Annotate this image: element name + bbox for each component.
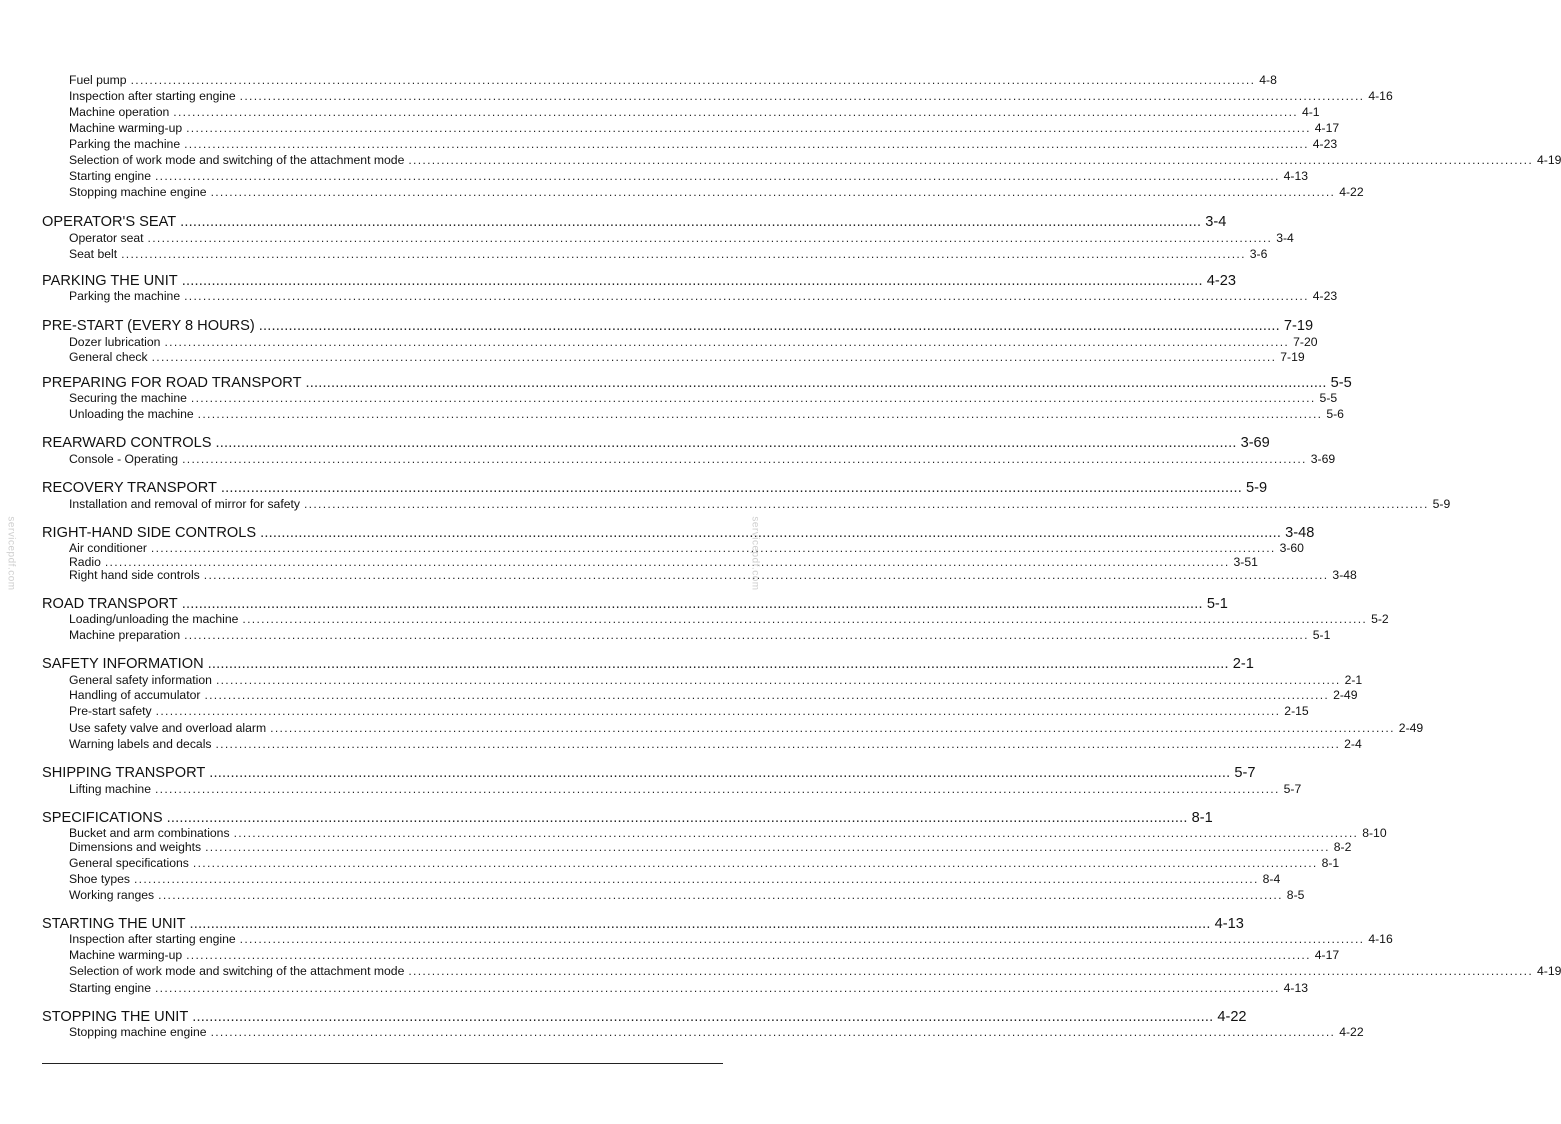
dot-leader: ................................................................................................................................................................................................................................................ [121, 247, 1246, 261]
page-number: 2-4 [1344, 737, 1362, 751]
heading-label: RIGHT-HAND SIDE CONTROLS [42, 525, 257, 541]
page-number: 2-1 [1344, 673, 1363, 687]
entry-label: Loading/unloading the machine [69, 612, 239, 626]
dot-leader: ................................................................................................................................................................................................................................................ [186, 948, 1311, 962]
entry-label: Handling of accumulator [69, 688, 201, 702]
entry-label: Shoe types [69, 872, 130, 886]
footer-rule [42, 1063, 723, 1064]
page-number: 4-17 [1314, 948, 1340, 962]
dot-leader: ................................................................................................................................................................................................................................................ [155, 981, 1280, 995]
page-number: 4-13 [1283, 169, 1309, 183]
heading-label: PREPARING FOR ROAD TRANSPORT [42, 375, 302, 391]
dot-leader: ................................................................................................................................................................................................................................................ [184, 628, 1309, 642]
dot-leader: ................................................................................................................................................................................................................................................ [190, 391, 1316, 405]
index-heading [0, 375, 1352, 392]
dot-leader: ................................................................................................................................................................................................................................................ [197, 407, 1323, 421]
page-number: 7-19 [1283, 318, 1314, 334]
index-entry [0, 568, 1357, 582]
heading-label: ROAD TRANSPORT [42, 596, 178, 612]
index-entry [0, 964, 1561, 978]
page-number: 5-1 [1312, 628, 1331, 642]
dot-leader: ................................................................................................................................................................................................................................................ [192, 856, 1318, 870]
heading-label: OPERATOR'S SEAT [42, 214, 177, 230]
dot-leader: ................................................................................................................................................................................................................................................ [242, 612, 1368, 626]
dot-leader: ................................................................................................................................................................................................................................................ [155, 704, 1281, 718]
page-number: 7-20 [1293, 335, 1318, 349]
page-number: 4-22 [1217, 1009, 1247, 1025]
page-number: 4-19 [1537, 964, 1561, 978]
entry-label: Selection of work mode and switching of the attachment mode [69, 153, 405, 167]
entry-label: Pre-start safety [69, 704, 152, 718]
index-entry [0, 840, 1352, 854]
entry-label: Starting engine [69, 981, 151, 995]
page-number: 8-5 [1286, 888, 1305, 902]
index-heading [0, 916, 1244, 933]
page-number: 7-19 [1280, 350, 1305, 364]
dot-leader: ................................................................................................................................................................................................................................................ [182, 452, 1307, 466]
entry-label: Machine warming-up [69, 948, 183, 962]
page-number: 8-4 [1262, 872, 1281, 886]
dot-leader: ................................................................................................................................................................................................................................................ [184, 289, 1309, 303]
index-entry [0, 856, 1340, 870]
index-entry [0, 932, 1393, 946]
index-heading [0, 656, 1254, 673]
dot-leader: ................................................................................................................................................................................................................................................ [258, 318, 1280, 334]
index-entry [0, 721, 1424, 735]
dot-leader: ................................................................................................................................................................................................................................................ [104, 555, 1230, 569]
dot-leader: ................................................................................................................................................................................................................................................ [130, 73, 1256, 87]
index-heading [0, 525, 1315, 542]
dot-leader: ................................................................................................................................................................................................................................................ [192, 1009, 1214, 1025]
index-entry [0, 541, 1304, 555]
index-heading [0, 765, 1256, 782]
index-entry [0, 981, 1309, 995]
entry-label: General safety information [69, 673, 212, 687]
page-number: 4-1 [1301, 105, 1320, 119]
entry-label: General check [69, 350, 148, 364]
entry-label: General specifications [69, 856, 189, 870]
page-number: 5-9 [1246, 480, 1268, 496]
index-entry [0, 948, 1340, 962]
entry-label: Working ranges [69, 888, 155, 902]
dot-leader: ................................................................................................................................................................................................................................................ [166, 810, 1188, 826]
dot-leader: ................................................................................................................................................................................................................................................ [133, 872, 1259, 886]
page-number: 4-13 [1214, 916, 1244, 932]
dot-leader: ................................................................................................................................................................................................................................................ [209, 765, 1231, 781]
entry-label: Use safety valve and overload alarm [69, 721, 267, 735]
index-entry [0, 89, 1393, 103]
page-number: 4-17 [1314, 121, 1340, 135]
dot-leader: ................................................................................................................................................................................................................................................ [239, 89, 1365, 103]
index-entry [0, 407, 1344, 421]
dot-leader: ................................................................................................................................................................................................................................................ [408, 964, 1533, 978]
entry-label: Machine preparation [69, 628, 181, 642]
heading-label: STARTING THE UNIT [42, 916, 186, 932]
dot-leader: ................................................................................................................................................................................................................................................ [164, 335, 1290, 349]
index-entry [0, 121, 1340, 135]
page-number: 8-1 [1191, 810, 1213, 826]
page-number: 5-5 [1319, 391, 1338, 405]
dot-leader: ................................................................................................................................................................................................................................................ [147, 231, 1273, 245]
index-entry [0, 153, 1561, 167]
page-number: 3-48 [1285, 525, 1315, 541]
entry-label: Right hand side controls [69, 568, 200, 582]
index-entry [0, 888, 1305, 902]
dot-leader: ................................................................................................................................................................................................................................................ [203, 568, 1329, 582]
index-entry [0, 169, 1309, 183]
entry-label: Dimensions and weights [69, 840, 202, 854]
page-number: 2-49 [1333, 688, 1358, 702]
page-number: 4-23 [1312, 289, 1338, 303]
page-number: 5-5 [1330, 375, 1352, 391]
page-number: 5-6 [1326, 407, 1344, 421]
page-number: 4-22 [1339, 185, 1364, 199]
index-entry [0, 872, 1281, 886]
heading-label: RECOVERY TRANSPORT [42, 480, 217, 496]
page-number: 5-7 [1234, 765, 1256, 781]
heading-label: REARWARD CONTROLS [42, 435, 212, 451]
index-entry [0, 247, 1268, 261]
index-heading [0, 480, 1268, 497]
entry-label: Installation and removal of mirror for safety [69, 497, 300, 511]
page-number: 3-4 [1205, 214, 1227, 230]
page-number: 2-49 [1398, 721, 1424, 735]
index-entry [0, 73, 1277, 87]
dot-leader: ................................................................................................................................................................................................................................................ [181, 596, 1203, 612]
page-number: 4-23 [1206, 273, 1237, 289]
entry-label: Parking the machine [69, 289, 181, 303]
index-heading [0, 318, 1314, 335]
dot-leader: ................................................................................................................................................................................................................................................ [154, 782, 1280, 796]
heading-label: SHIPPING TRANSPORT [42, 765, 206, 781]
page-number: 3-6 [1249, 247, 1268, 261]
index-entry [0, 185, 1364, 199]
dot-leader: ................................................................................................................................................................................................................................................ [181, 273, 1203, 289]
dot-leader: ................................................................................................................................................................................................................................................ [207, 656, 1229, 672]
dot-leader: ................................................................................................................................................................................................................................................ [215, 435, 1237, 451]
heading-label: SPECIFICATIONS [42, 810, 163, 826]
page-number: 3-69 [1240, 435, 1270, 451]
dot-leader: ................................................................................................................................................................................................................................................ [210, 1025, 1336, 1039]
page-number: 3-60 [1279, 541, 1304, 555]
index-entry [0, 612, 1389, 626]
page-number: 4-23 [1312, 137, 1338, 151]
heading-label: PRE-START (EVERY 8 HOURS) [42, 318, 255, 334]
entry-label: Bucket and arm combinations [69, 826, 230, 840]
page-number: 8-2 [1333, 840, 1352, 854]
page-number: 2-1 [1232, 656, 1254, 672]
index-heading [0, 810, 1213, 827]
heading-label: PARKING THE UNIT [42, 273, 178, 289]
entry-label: Starting engine [69, 169, 151, 183]
page-number: 3-48 [1332, 568, 1357, 582]
index-heading [0, 435, 1270, 452]
index-entry [0, 105, 1320, 119]
dot-leader: ................................................................................................................................................................................................................................................ [239, 932, 1365, 946]
dot-leader: ................................................................................................................................................................................................................................................ [215, 737, 1341, 751]
dot-leader: ................................................................................................................................................................................................................................................ [220, 480, 1243, 496]
page-number: 4-22 [1339, 1025, 1364, 1039]
entry-label: Inspection after starting engine [69, 932, 236, 946]
page-number: 5-1 [1206, 596, 1228, 612]
dot-leader: ................................................................................................................................................................................................................................................ [204, 688, 1330, 702]
entry-label: Stopping machine engine [69, 185, 207, 199]
index-entry [0, 688, 1358, 702]
entry-label: Warning labels and decals [69, 737, 212, 751]
entry-label: Unloading the machine [69, 407, 194, 421]
index-entry [0, 555, 1258, 569]
entry-label: Seat belt [69, 247, 118, 261]
dot-leader: ................................................................................................................................................................................................................................................ [189, 916, 1211, 932]
index-heading [0, 1009, 1247, 1026]
dot-leader: ................................................................................................................................................................................................................................................ [155, 169, 1280, 183]
entry-label: Machine warming-up [69, 121, 183, 135]
entry-label: Dozer lubrication [69, 335, 161, 349]
page-number: 4-16 [1368, 89, 1393, 103]
index-entry [0, 231, 1294, 245]
index-heading [0, 596, 1228, 613]
index-entry [0, 391, 1338, 405]
index-entry [0, 1025, 1364, 1039]
index-entry [0, 497, 1451, 511]
dot-leader: ................................................................................................................................................................................................................................................ [173, 105, 1298, 119]
heading-label: SAFETY INFORMATION [42, 656, 204, 672]
dot-leader: ................................................................................................................................................................................................................................................ [151, 350, 1277, 364]
page-number: 2-15 [1284, 704, 1309, 718]
page-number: 4-19 [1537, 153, 1561, 167]
entry-label: Radio [69, 555, 101, 569]
dot-leader: ................................................................................................................................................................................................................................................ [215, 673, 1341, 687]
dot-leader: ................................................................................................................................................................................................................................................ [180, 214, 1202, 230]
entry-label: Inspection after starting engine [69, 89, 236, 103]
dot-leader: ................................................................................................................................................................................................................................................ [408, 153, 1533, 167]
index-entry [0, 137, 1338, 151]
dot-leader: ................................................................................................................................................................................................................................................ [184, 137, 1309, 151]
page-number: 4-8 [1259, 73, 1277, 87]
entry-label: Selection of work mode and switching of the attachment mode [69, 964, 405, 978]
entry-label: Machine operation [69, 105, 170, 119]
page-number: 4-13 [1283, 981, 1309, 995]
index-entry [0, 782, 1302, 796]
entry-label: Console - Operating [69, 452, 179, 466]
dot-leader: ................................................................................................................................................................................................................................................ [150, 541, 1276, 555]
index-entry [0, 704, 1309, 718]
page-number: 5-7 [1283, 782, 1302, 796]
entry-label: Securing the machine [69, 391, 187, 405]
page-number: 5-9 [1432, 497, 1451, 511]
entry-label: Operator seat [69, 231, 144, 245]
page-number: 4-16 [1368, 932, 1393, 946]
page-number: 8-1 [1321, 856, 1340, 870]
dot-leader: ................................................................................................................................................................................................................................................ [158, 888, 1283, 902]
watermark-right: servicepdf.com [749, 516, 761, 591]
entry-label: Fuel pump [69, 73, 127, 87]
index-entry [0, 737, 1362, 751]
index-entry [0, 826, 1387, 840]
page-number: 8-10 [1362, 826, 1387, 840]
dot-leader: ................................................................................................................................................................................................................................................ [305, 375, 1327, 391]
dot-leader: ................................................................................................................................................................................................................................................ [233, 826, 1359, 840]
index-entry [0, 335, 1318, 349]
index-entry [0, 628, 1331, 642]
index-entry [0, 673, 1363, 687]
dot-leader: ................................................................................................................................................................................................................................................ [205, 840, 1330, 854]
heading-label: STOPPING THE UNIT [42, 1009, 189, 1025]
entry-label: Stopping machine engine [69, 1025, 207, 1039]
dot-leader: ................................................................................................................................................................................................................................................ [186, 121, 1311, 135]
index-heading [0, 214, 1227, 231]
page-number: 3-4 [1276, 231, 1294, 245]
page-number: 5-2 [1371, 612, 1389, 626]
entry-label: Parking the machine [69, 137, 181, 151]
watermark-left: servicepdf.com [5, 516, 17, 591]
index-entry [0, 289, 1338, 303]
index-heading [0, 273, 1237, 290]
dot-leader: ................................................................................................................................................................................................................................................ [270, 721, 1395, 735]
page-number: 3-69 [1310, 452, 1336, 466]
dot-leader: ................................................................................................................................................................................................................................................ [210, 185, 1336, 199]
index-entry [0, 350, 1305, 364]
dot-leader: ................................................................................................................................................................................................................................................ [260, 525, 1282, 541]
index-entry [0, 452, 1336, 466]
entry-label: Air conditioner [69, 541, 147, 555]
page-number: 3-51 [1233, 555, 1258, 569]
entry-label: Lifting machine [69, 782, 151, 796]
dot-leader: ................................................................................................................................................................................................................................................ [303, 497, 1429, 511]
